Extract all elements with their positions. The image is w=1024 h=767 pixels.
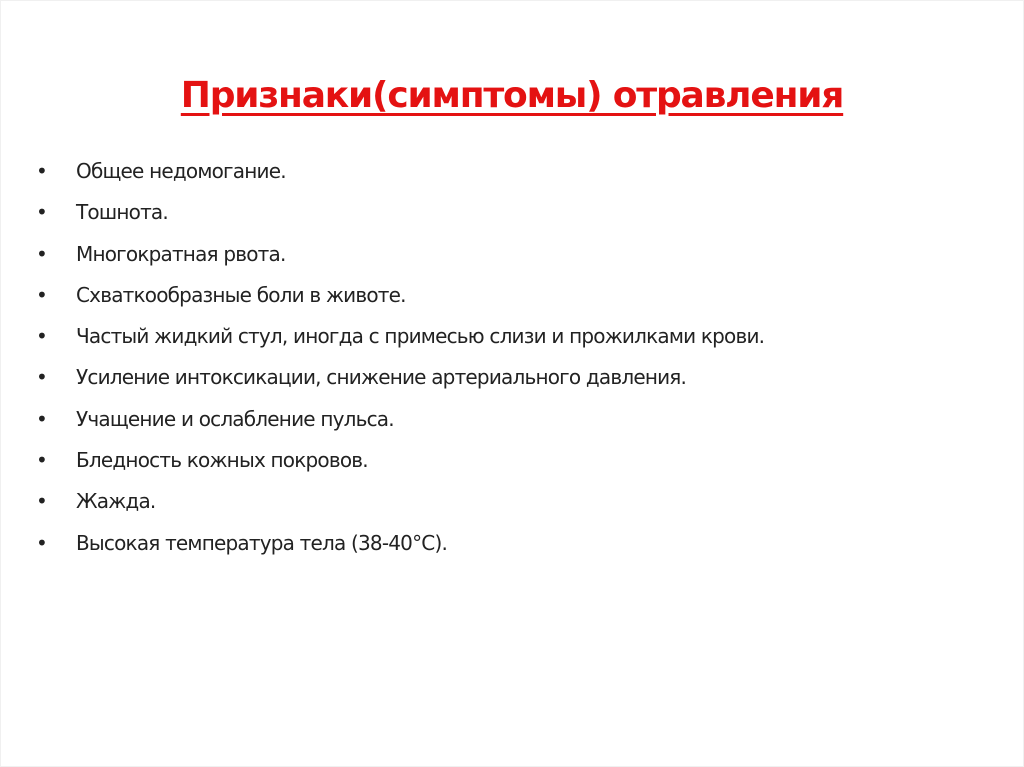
slide-title-text: Признаки(симптомы) отравления — [180, 75, 844, 116]
bullet-icon: • — [36, 448, 47, 473]
bullet-icon: • — [36, 159, 47, 183]
list-item-text: Высокая температура тела (38-40°С). — [76, 530, 448, 555]
list-item-text: Усиление интоксикации, снижение артериального давления. — [76, 365, 687, 390]
list-item-text: Бледность кожных покровов. — [76, 448, 368, 473]
list-item-text: Многократная рвота. — [76, 241, 286, 266]
list-item-text: Жажда. — [76, 489, 156, 514]
bullet-icon: • — [36, 530, 47, 555]
slide-title — [0, 66, 1024, 126]
bullet-icon: • — [36, 282, 47, 307]
bullet-icon: • — [36, 200, 47, 225]
list-item-text: Общее недомогание. — [76, 159, 286, 183]
list-item-text: Учащение и ослабление пульса. — [76, 406, 394, 431]
bullet-icon: • — [36, 406, 47, 431]
list-item-text: Тошнота. — [76, 200, 168, 225]
bullet-icon: • — [36, 241, 47, 266]
list-item-text: Частый жидкий стул, иногда с примесью слизи и прожилками крови. — [76, 324, 765, 349]
bullet-icon: • — [36, 489, 47, 514]
bullet-icon: • — [36, 324, 47, 349]
list-item-text: Схваткообразные боли в животе. — [76, 282, 406, 307]
bullet-icon: • — [36, 365, 47, 390]
